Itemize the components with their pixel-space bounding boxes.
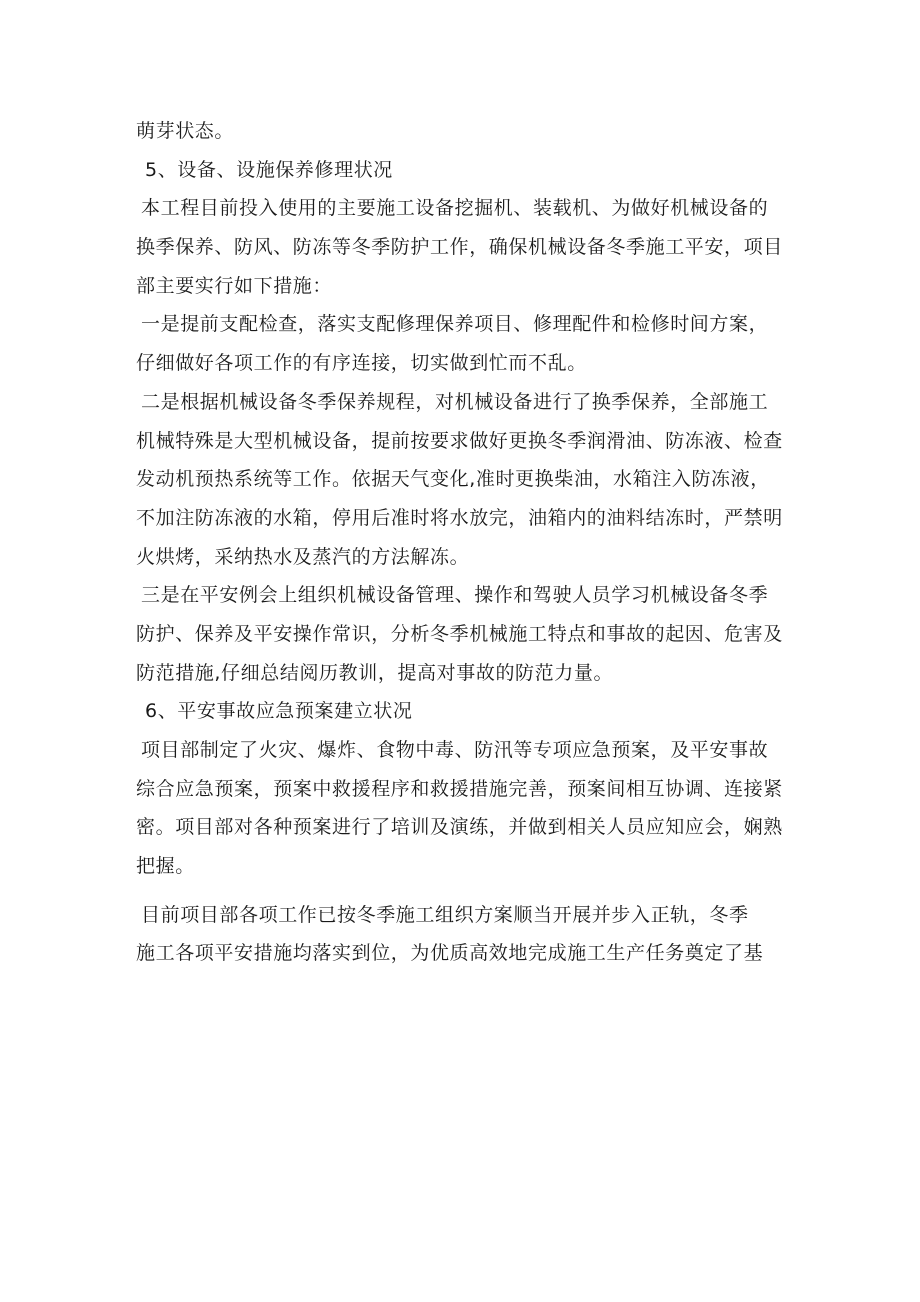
text-line: 换季保养、防风、防冻等冬季防护工作，确保机械设备冬季施工平安，项目 [136,236,783,259]
text-line: 三是在平安例会上组织机械设备管理、操作和驾驶人员学习机械设备冬季 [141,584,769,607]
text-line: 火烘烤，采纳热水及蒸汽的方法解冻。 [136,545,470,568]
text-line: 萌芽状态。 [136,120,235,142]
text-line: 发动机预热系统等工作。依据天气变化,准时更换柴油，水箱注入防冻液， [136,468,770,491]
text-line: 部主要实行如下措施： [136,274,333,297]
text-line: 把握。 [136,855,195,878]
text-line: 防护、保养及平安操作常识，分析冬季机械施工特点和事故的起因、危害及 [136,622,783,645]
text-line: 二是根据机械设备冬季保养规程，对机械设备进行了换季保养，全部施工 [141,390,769,413]
text-line: 目前项目部各项工作已按冬季施工组织方案顺当开展并步入正轨，冬季 [141,903,749,926]
document-body [136,112,792,973]
text-line: 项目部制定了火灾、爆炸、食物中毒、防汛等专项应急预案，及平安事故 [141,739,769,761]
text-line: 防范措施,仔细总结阅历教训，提高对事故的防范力量。 [136,661,614,684]
text-line: 仔细做好各项工作的有序连接，切实做到忙而不乱。 [136,352,587,375]
text-line: 一是提前支配检查，落实支配修理保养项目、修理配件和检修时间方案， [141,313,769,336]
text-line: 综合应急预案，预案中救援程序和救援措施完善，预案间相互协调、连接紧 [136,777,783,800]
text-line: 施工各项平安措施均落实到位，为优质高效地完成施工生产任务奠定了基 [136,942,764,965]
text-line: 5、设备、设施保养修理状况 [145,158,393,181]
text-line: 本工程目前投入使用的主要施工设备挖掘机、装载机、为做好机械设备的 [141,197,769,220]
text-line: 密。项目部对各种预案进行了培训及演练，并做到相关人员应知应会，娴熟 [136,816,783,839]
text-line: 机械特殊是大型机械设备，提前按要求做好更换冬季润滑油、防冻液、检查 [136,429,783,452]
text-line: 不加注防冻液的水箱，停用后准时将水放完，油箱内的油料结冻时，严禁明 [136,506,783,529]
text-line: 6、平安事故应急预案建立状况 [145,700,413,723]
